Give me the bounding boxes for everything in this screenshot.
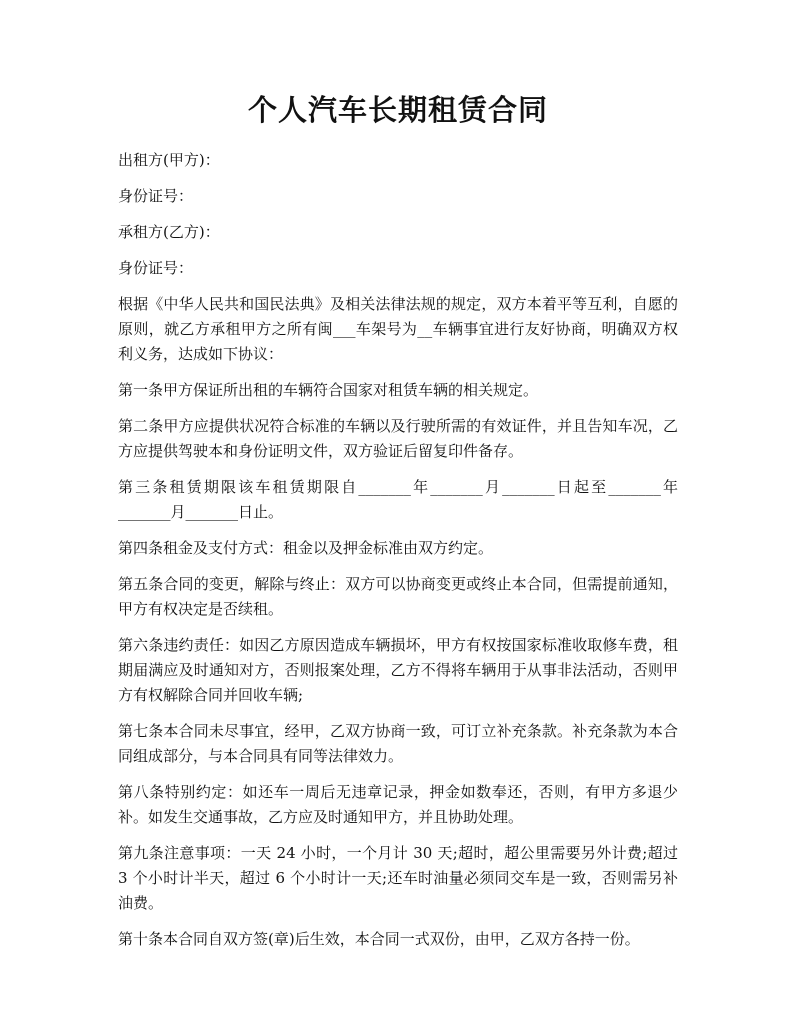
document-body [118, 148, 678, 952]
lessor-id-field: 身份证号： [118, 187, 194, 205]
clause-3: 第三条租赁期限该车租赁期限自_______年_______月_______日起至_______年_______月_______日止。 [118, 478, 678, 521]
lessee-id-field: 身份证号： [118, 259, 194, 277]
lessee-field: 承租方(乙方)： [118, 223, 220, 241]
clause-10: 第十条本合同自双方签(章)后生效，本合同一式双份，由甲，乙双方各持一份。 [118, 930, 640, 948]
clause-1: 第一条甲方保证所出租的车辆符合国家对租赁车辆的相关规定。 [118, 381, 539, 399]
clause-8: 第八条特别约定：如还车一周后无违章记录，押金如数奉还，否则，有甲方多退少补。如发生交通事故，乙方应及时通知甲方，并且协助处理。 [118, 783, 678, 826]
document-title: 个人汽车长期租赁合同 [247, 93, 548, 127]
clause-7: 第七条本合同未尽事宜，经甲，乙双方协商一致，可订立补充条款。补充条款为本合同组成部分，与本合同具有同等法律效力。 [118, 722, 678, 765]
preamble-paragraph: 根据《中华人民共和国民法典》及相关法律法规的规定，双方本着平等互利，自愿的原则，就乙方承租甲方之所有闽___车架号为__车辆事宜进行友好协商，明确双方权利义务，达成如下协议： [118, 295, 678, 363]
lessor-field: 出租方(甲方)： [118, 151, 220, 169]
clause-5: 第五条合同的变更，解除与终止：双方可以协商变更或终止本合同，但需提前通知，甲方有权决定是否续租。 [118, 575, 678, 618]
clause-4: 第四条租金及支付方式：租金以及押金标准由双方约定。 [118, 539, 494, 557]
clause-6: 第六条违约责任：如因乙方原因造成车辆损坏，甲方有权按国家标准收取修车费，租期届满应及时通知对方，否则报案处理，乙方不得将车辆用于从事非法活动，否则甲方有权解除合同并回收车辆; [118, 636, 678, 704]
clause-2: 第二条甲方应提供状况符合标准的车辆以及行驶所需的有效证件，并且告知车况，乙方应提供驾驶本和身份证明文件，双方验证后留复印件备存。 [118, 417, 678, 460]
clause-9: 第九条注意事项：一天 24 小时，一个月计 30 天;超时，超公里需要另外计费;超过 3 个小时计半天，超过 6 个小时计一天;还车时油量必须同交车是一致，否则需另补油费。 [118, 844, 678, 912]
